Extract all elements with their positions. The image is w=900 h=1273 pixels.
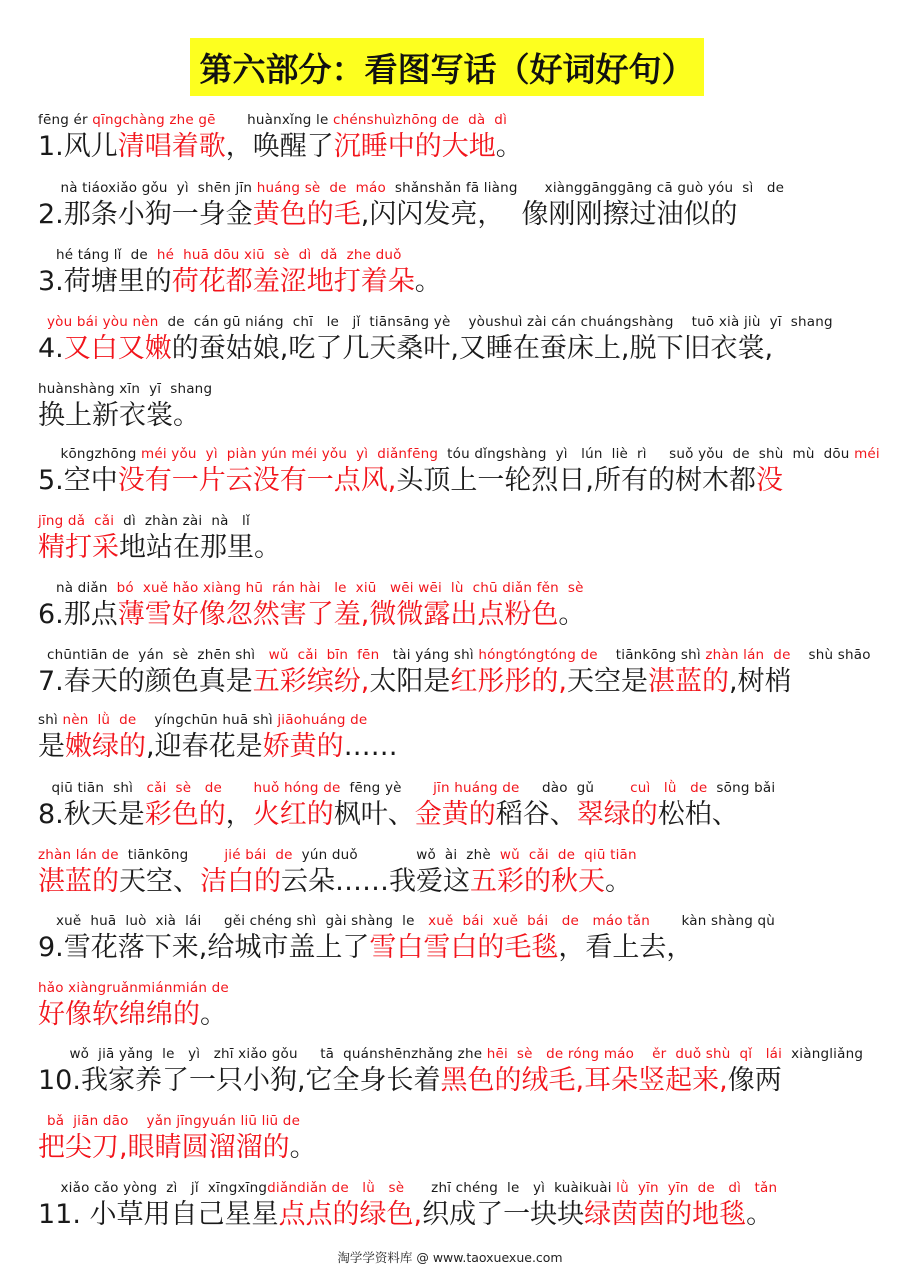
sentence-line xyxy=(38,247,880,300)
hanzi-row xyxy=(38,1197,880,1233)
hanzi-text: ，看上去， xyxy=(558,932,694,963)
hanzi-text: 5.空中 xyxy=(38,465,118,496)
pinyin-row xyxy=(38,1180,880,1196)
sentence-line xyxy=(38,712,880,765)
hanzi-row xyxy=(38,463,880,499)
pinyin-highlight: méi yǒu yì piàn yún méi yǒu yì diǎnfēng xyxy=(140,446,439,462)
footer-watermark: 淘学学资料库 @ www.taoxuexue.com xyxy=(337,1250,563,1265)
pinyin-text: xuě huā luò xià lái gěi chéng shì gài shàng le xyxy=(38,913,429,929)
pinyin-text: shǎnshǎn fā liàng xiànggānggāng cā guò yóu sì de xyxy=(385,180,785,196)
pinyin-highlight: huáng sè de máo xyxy=(256,180,386,196)
pinyin-row xyxy=(38,314,880,330)
sentence-line xyxy=(38,381,880,434)
pinyin-row xyxy=(38,580,880,596)
hanzi-row xyxy=(38,1063,880,1099)
pinyin-text xyxy=(129,1113,147,1129)
hanzi-highlight: 红彤彤的, xyxy=(450,666,567,697)
hanzi-highlight: 好像软绵绵的 xyxy=(38,999,200,1030)
pinyin-highlight: lǜ yīn yīn de dì tǎn xyxy=(616,1180,778,1196)
hanzi-text: 1.风儿 xyxy=(38,131,118,162)
pinyin-highlight: hóngtóngtóng de xyxy=(478,647,598,663)
hanzi-highlight: 彩色的 xyxy=(144,799,226,830)
hanzi-highlight: 把尖刀,眼睛圆溜溜的 xyxy=(38,1132,290,1163)
hanzi-highlight: 没 xyxy=(755,465,783,496)
pinyin-row xyxy=(38,780,880,796)
pinyin-text: wǒ jiā yǎng le yì zhī xiǎo gǒu tā quánshēnzhǎng zhe xyxy=(38,1046,487,1062)
hanzi-highlight: 绿茵茵的地毯 xyxy=(584,1199,747,1230)
pinyin-highlight: yǎn jīngyuán liū liū de xyxy=(146,1113,301,1129)
pinyin-text: hé táng lǐ de xyxy=(38,247,157,263)
pinyin-text: shì xyxy=(38,712,63,728)
hanzi-text: 头顶上一轮烈日,所有的树木都 xyxy=(396,465,756,496)
pinyin-highlight: jīn huáng de xyxy=(433,780,520,796)
hanzi-row xyxy=(38,797,880,833)
hanzi-text: 。 xyxy=(495,131,523,162)
hanzi-highlight: 又白又嫩 xyxy=(63,333,172,364)
hanzi-text: 地站在那里。 xyxy=(119,532,281,563)
hanzi-text: 的蚕姑娘,吃了几天桑叶,又睡在蚕床上,脱下旧衣裳, xyxy=(171,333,774,364)
pinyin-text xyxy=(634,1046,652,1062)
pinyin-highlight: diǎndiǎn de lǜ sè xyxy=(267,1180,405,1196)
hanzi-row xyxy=(38,997,880,1033)
hanzi-text: ,树梢 xyxy=(728,666,792,697)
pinyin-row xyxy=(38,1046,880,1062)
hanzi-text: 云朵……我爱这 xyxy=(281,866,470,897)
hanzi-text: 6.那点 xyxy=(38,599,118,630)
pinyin-text: chūntiān de yán sè zhēn shì xyxy=(38,647,269,663)
hanzi-highlight: 娇黄的 xyxy=(262,731,344,762)
pinyin-text: fēng ér xyxy=(38,112,93,128)
pinyin-highlight: zhàn lán de xyxy=(38,847,119,863)
sentence-line xyxy=(38,513,880,566)
pinyin-text: kōngzhōng xyxy=(38,446,141,462)
pinyin-row xyxy=(38,112,880,128)
hanzi-highlight: 雪白雪白的毛毯 xyxy=(369,932,559,963)
pinyin-text: yíngchūn huā shì xyxy=(136,712,278,728)
sentence-line xyxy=(38,180,880,233)
hanzi-highlight: 黄色的毛 xyxy=(252,199,361,230)
pinyin-row xyxy=(38,647,880,663)
hanzi-text: 稻谷、 xyxy=(495,799,577,830)
hanzi-text: 天空是 xyxy=(566,666,648,697)
pinyin-row xyxy=(38,847,880,863)
pinyin-row xyxy=(38,980,880,996)
hanzi-text: 9.雪花落下来,给城市盖上了 xyxy=(38,932,370,963)
hanzi-text: 。 xyxy=(558,599,586,630)
pinyin-text: nà tiáoxiǎo gǒu yì shēn jīn xyxy=(38,180,257,196)
hanzi-row xyxy=(38,398,880,434)
pinyin-row xyxy=(38,913,880,929)
pinyin-row xyxy=(38,1113,880,1129)
sentence-line xyxy=(38,580,880,633)
hanzi-highlight: 火红的 xyxy=(252,799,334,830)
pinyin-text: kàn shàng qù xyxy=(650,913,775,929)
pinyin-highlight: hēi sè de róng máo xyxy=(486,1046,635,1062)
pinyin-highlight: hǎo xiàngruǎnmiánmián de xyxy=(38,980,229,996)
pinyin-text: tóu dǐngshàng yì lún liè rì suǒ yǒu de shù mù dōu xyxy=(438,446,855,462)
sentence-line xyxy=(38,780,880,833)
pinyin-highlight: chénshuìzhōng de dà dì xyxy=(332,112,508,128)
hanzi-highlight: 湛蓝的 xyxy=(38,866,119,897)
pinyin-highlight: méi xyxy=(854,446,880,462)
pinyin-text: xiǎo cǎo yòng zì jǐ xīngxīng xyxy=(38,1180,268,1196)
hanzi-text: 3.荷塘里的 xyxy=(38,266,172,297)
pinyin-row xyxy=(38,446,880,462)
pinyin-row xyxy=(38,247,880,263)
hanzi-text: 枫叶、 xyxy=(333,799,415,830)
pinyin-row xyxy=(38,513,880,529)
hanzi-highlight: 薄雪好像忽然害了羞,微微露出点粉色 xyxy=(117,599,559,630)
pinyin-text xyxy=(222,780,253,796)
hanzi-row xyxy=(38,530,880,566)
sentence-line xyxy=(38,847,880,900)
hanzi-highlight: 洁白的 xyxy=(200,866,281,897)
pinyin-text: zhī chéng le yì kuàikuài xyxy=(404,1180,617,1196)
hanzi-row xyxy=(38,930,880,966)
pinyin-row xyxy=(38,712,880,728)
hanzi-row xyxy=(38,197,880,233)
pinyin-highlight: xuě bái xuě bái de máo tǎn xyxy=(428,913,651,929)
hanzi-row xyxy=(38,664,880,700)
hanzi-highlight: 翠绿的 xyxy=(576,799,658,830)
pinyin-highlight: jiāohuáng de xyxy=(277,712,368,728)
hanzi-row xyxy=(38,331,880,367)
pinyin-text: huànshàng xīn yī shang xyxy=(38,381,213,397)
hanzi-highlight: 点点的绿色, xyxy=(278,1199,423,1230)
pinyin-text: dì zhàn zài nà lǐ xyxy=(114,513,250,529)
sentence-line xyxy=(38,1113,880,1166)
hanzi-highlight: 沉睡中的大地 xyxy=(333,131,496,162)
sentence-line xyxy=(38,112,880,165)
pinyin-text: xiàngliǎng xyxy=(782,1046,864,1062)
sentence-line xyxy=(38,980,880,1033)
pinyin-text: yún duǒ wǒ ài zhè xyxy=(292,847,500,863)
pinyin-highlight: yòu bái yòu nèn xyxy=(38,314,159,330)
sentence-line xyxy=(38,647,880,700)
hanzi-row xyxy=(38,864,880,900)
hanzi-text: 4. xyxy=(38,333,64,364)
hanzi-text: 织成了一块块 xyxy=(422,1199,585,1230)
hanzi-highlight: 五彩的秋天 xyxy=(470,866,605,897)
hanzi-row xyxy=(38,1130,880,1166)
sentence-line xyxy=(38,913,880,966)
hanzi-text: 。 xyxy=(746,1199,774,1230)
hanzi-highlight: 清唱着歌 xyxy=(117,131,226,162)
hanzi-highlight: 黑色的绒毛,耳朵竖起来, xyxy=(440,1065,728,1096)
pinyin-text: shù shāo xyxy=(790,647,871,663)
hanzi-text: 换上新衣裳。 xyxy=(38,400,200,431)
pinyin-highlight: wǔ cǎi bīn fēn xyxy=(268,647,380,663)
hanzi-text: 11. 小草用自己星星 xyxy=(38,1199,279,1230)
hanzi-text: …… xyxy=(343,731,398,762)
hanzi-text: ，唤醒了 xyxy=(225,131,334,162)
sentence-line xyxy=(38,314,880,367)
pinyin-highlight: bó xuě hǎo xiàng hū rán hài le xiū wēi wēi lù chū diǎn fěn sè xyxy=(116,580,584,596)
pinyin-highlight: wǔ cǎi de qiū tiān xyxy=(499,847,637,863)
pinyin-highlight: huǒ hóng de xyxy=(253,780,341,796)
hanzi-highlight: 精打采 xyxy=(38,532,119,563)
hanzi-row xyxy=(38,129,880,165)
pinyin-text: tài yáng shì xyxy=(379,647,479,663)
pinyin-row xyxy=(38,180,880,196)
hanzi-text: ,闪闪发亮， 像刚刚擦过油似的 xyxy=(360,199,738,230)
sentence-line xyxy=(38,446,880,499)
pinyin-highlight: jié bái de xyxy=(224,847,293,863)
hanzi-row xyxy=(38,597,880,633)
hanzi-highlight: 荷花都羞涩地打着朵 xyxy=(171,266,415,297)
hanzi-highlight: 湛蓝的 xyxy=(647,666,729,697)
pinyin-text: tiānkōng shì xyxy=(597,647,706,663)
pinyin-text: huànxǐng le xyxy=(215,112,333,128)
hanzi-text: 。 xyxy=(605,866,632,897)
pinyin-highlight: nèn lǜ de xyxy=(62,712,137,728)
hanzi-text: 太阳是 xyxy=(369,666,451,697)
pinyin-text: dào gǔ xyxy=(519,780,631,796)
pinyin-highlight: bǎ jiān dāo xyxy=(38,1113,129,1129)
pinyin-highlight: hé huā dōu xiū sè dì dǎ zhe duǒ xyxy=(156,247,402,263)
hanzi-text: 8.秋天是 xyxy=(38,799,145,830)
hanzi-row xyxy=(38,729,880,765)
hanzi-text: ,迎春花是 xyxy=(146,731,263,762)
pinyin-text: fēng yè xyxy=(340,780,434,796)
pinyin-row xyxy=(38,381,880,397)
pinyin-highlight: cuì lǜ de xyxy=(630,780,708,796)
hanzi-highlight: 金黄的 xyxy=(414,799,496,830)
hanzi-text: 。 xyxy=(414,266,442,297)
page-title: 第六部分：看图写话（好词好句） xyxy=(190,38,704,96)
pinyin-highlight: zhàn lán de xyxy=(705,647,791,663)
sentence-line xyxy=(38,1046,880,1099)
pinyin-text: qiū tiān shì xyxy=(38,780,147,796)
hanzi-text: 天空、 xyxy=(119,866,200,897)
hanzi-text: 像两 xyxy=(727,1065,782,1096)
hanzi-row xyxy=(38,264,880,300)
hanzi-text: ， xyxy=(225,799,253,830)
hanzi-highlight: 没有一片云没有一点风, xyxy=(117,465,397,496)
hanzi-text: 2.那条小狗一身金 xyxy=(38,199,253,230)
hanzi-highlight: 嫩绿的 xyxy=(65,731,146,762)
pinyin-text: nà diǎn xyxy=(38,580,117,596)
hanzi-text: 松柏、 xyxy=(657,799,739,830)
hanzi-highlight: 五彩缤纷, xyxy=(252,666,370,697)
pinyin-highlight: cǎi sè de xyxy=(146,780,223,796)
hanzi-text: 是 xyxy=(38,731,65,762)
hanzi-text: 7.春天的颜色真是 xyxy=(38,666,253,697)
pinyin-text: sōng bǎi xyxy=(707,780,776,796)
pinyin-text: tiānkōng xyxy=(118,847,225,863)
pinyin-text: de cán gū niáng chī le jǐ tiānsāng yè yòushuì zài cán chuángshàng tuō xià jiù yī shang xyxy=(158,314,833,330)
pinyin-highlight: ěr duǒ shù qǐ lái xyxy=(652,1046,783,1062)
hanzi-text: 。 xyxy=(200,999,227,1030)
sentence-line xyxy=(38,1180,880,1233)
pinyin-highlight: qīngchàng zhe gē xyxy=(92,112,216,128)
hanzi-text: 10.我家养了一只小狗,它全身长着 xyxy=(38,1065,441,1096)
hanzi-text: 。 xyxy=(289,1132,317,1163)
pinyin-highlight: jīng dǎ cǎi xyxy=(38,513,115,529)
